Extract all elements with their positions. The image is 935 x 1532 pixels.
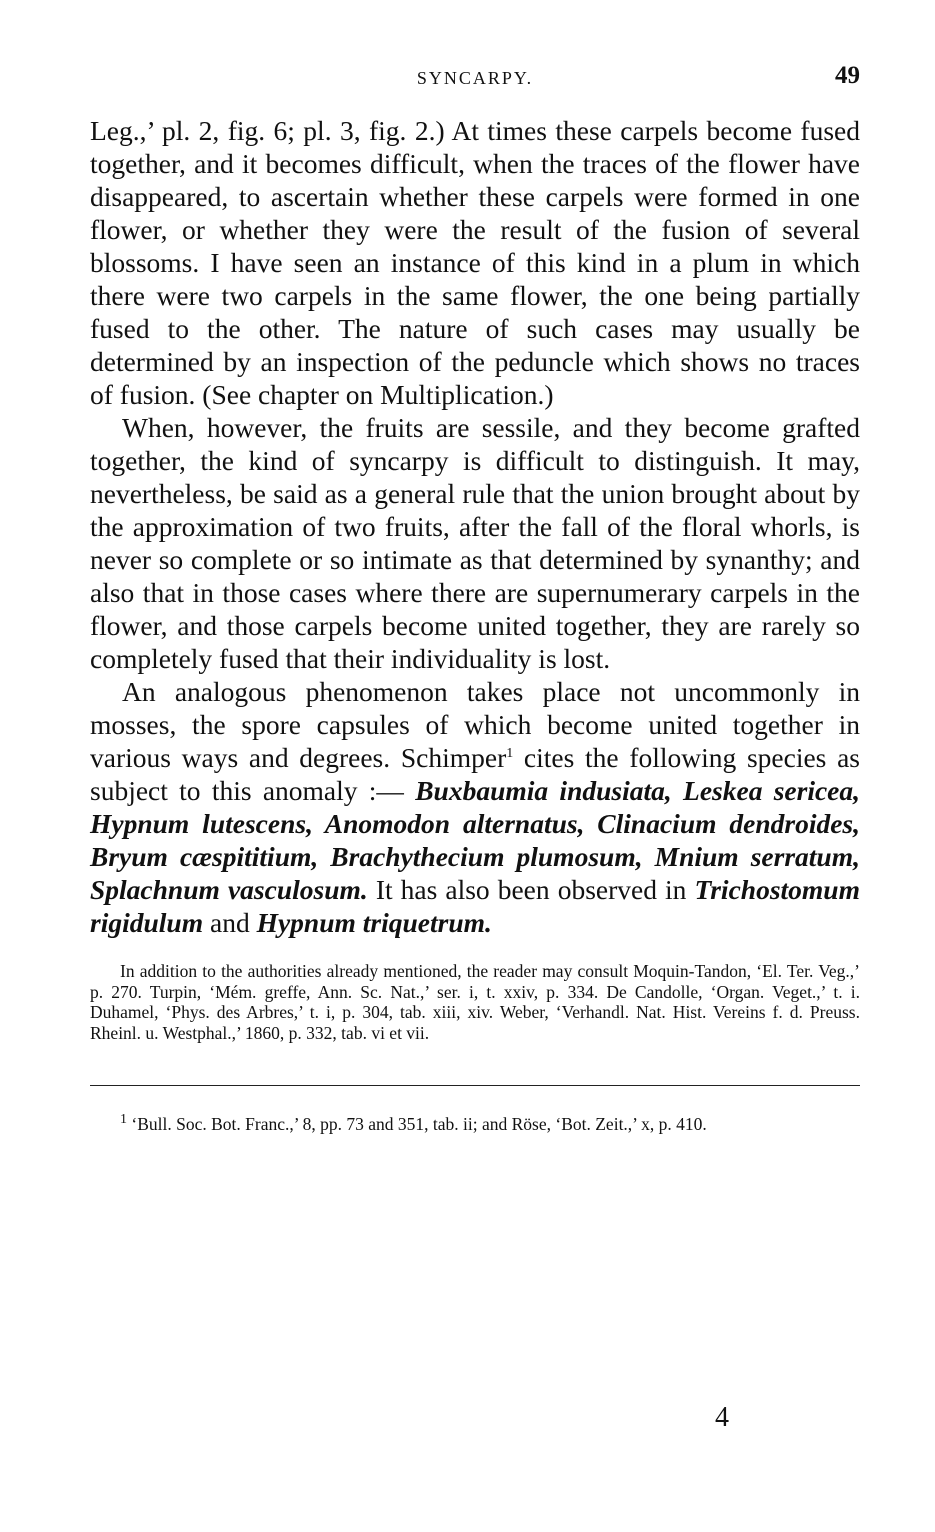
signature-mark: 4: [715, 1402, 729, 1433]
body-text: [90, 114, 860, 939]
footnote: [90, 1114, 860, 1135]
moss-species-list: Buxbaumia indusiata, Leskea sericea, Hypnum lutescens, Anomodon alternatus, Clinacium dendroides, Bryum cæspititium, Brachythecium plumosum, Mnium serratum, Splachnum vasculosum.: [90, 775, 861, 905]
paragraph-1: Leg.,’ pl. 2, fig. 6; pl. 3, fig. 2.) At times these carpels become fused together, and it becomes difficult, when the traces of the flower have disappeared, to ascertain whether these carpels were formed in one flower, or whether they were the result of the fusion of several blossoms. I have seen an instance of this kind in a plum in which there were two carpels in the same flower, the one being partially fused to the other. The nature of such cases may usually be determined by an inspection of the peduncle which shows no traces of fusion. (See chapter on Multiplication.): [90, 115, 860, 410]
paragraph-3-middle: It has also been observed in: [367, 874, 695, 905]
page-content: [90, 60, 860, 1135]
footnote-divider: [90, 1085, 860, 1086]
paragraph-3-joiner: and: [203, 907, 257, 938]
footnote-reference: 1: [506, 745, 514, 761]
moss-species-trichostomum: Trichostomum rigidulum: [90, 874, 860, 938]
footnote-text: ‘Bull. Soc. Bot. Franc.,’ 8, pp. 73 and 351, tab. ii; and Röse, ‘Bot. Zeit.,’ x, p. 410.: [127, 1114, 707, 1134]
moss-species-hypnum: Hypnum triquetrum.: [256, 907, 492, 938]
paragraph-3-intro: An analogous phenomenon takes place not uncommonly in mosses, the spore capsules of which become united together in various ways and degrees. Schimper: [90, 676, 860, 773]
paragraph-3: [90, 675, 860, 939]
running-head: [90, 60, 860, 100]
authorities-note: In addition to the authorities already mentioned, the reader may consult Moquin-Tandon, ‘El. Ter. Veg.,’ p. 270. Turpin, ‘Mém. greffe, Ann. Sc. Nat.,’ ser. i, t. xxiv, p. 334. De Candolle, ‘Organ. Veget.,’ t. i. Duhamel, ‘Phys. des Arbres,’ t. i, p. 304, tab. xiii, xiv. Weber, ‘Verhandl. Nat. Hist. Vereins f. d. Preuss. Rheinl. u. Westphal.,’ 1860, p. 332, tab. vi et vii.: [90, 961, 860, 1043]
running-title: SYNCARPY.: [416, 68, 534, 88]
paragraph-3-cites: cites the following species as subject to this anomaly :—: [90, 742, 860, 806]
paragraph-2: When, however, the fruits are sessile, and they become grafted together, the kind of syncarpy is difficult to distinguish. It may, nevertheless, be said as a general rule that the union brought about by the approximation of two fruits, after the fall of the floral whorls, is never so complete or so intimate as that determined by synanthy; and also that in those cases where there are supernumerary carpels in the flower, and those carpels become united together, they are rarely so completely fused that their individuality is lost.: [90, 412, 860, 674]
footnote-mark: 1: [120, 1112, 127, 1128]
page-number: 49: [835, 62, 860, 89]
